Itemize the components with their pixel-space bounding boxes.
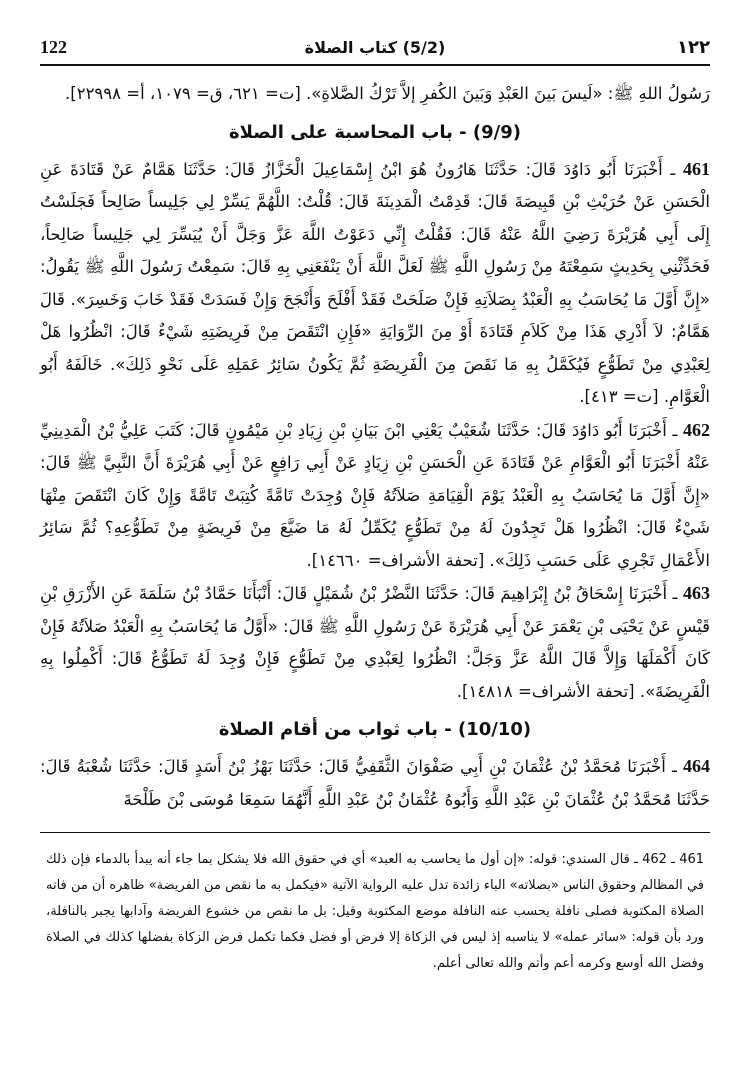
hadith-number: 463 <box>683 583 710 603</box>
hadith-number: 462 <box>683 419 710 440</box>
hadith-text: ـ أَخْبَرَنَا أَبُو دَاوُدَ قَالَ: حَدَّثَنَا شُعَيْبٌ يَعْنِي ابْنَ بَيَانِ بْنِ زِيَادِ بْنِ مَيْمُونٍ قَالَ: كَتَبَ عَلِيُّ بْنُ الْمَدِينِيِّ عَنْهُ أَخْبَرَنَا أَبُو الْعَوَّامِ عَنْ قَتَادَةَ عَنِ الْحَسَنِ بْنِ زِيَادٍ عَنْ أَبِي رَافِعٍ عَنْ أَبِي هُرَيْرَةَ أَنَّ النَّبِيَّ ﷺ قَالَ: «إِنَّ أَوَّلَ مَا يُحَاسَبُ بِهِ الْعَبْدُ يَوْمَ الْقِيَامَةِ صَلاَتُهُ فَإِنْ وُجِدَتْ تَامَّةً كُتِبَتْ تَامَّةً وَإِنْ كَانَ انْتَقَصَ مِنْهَا شَيْءٌ قَالَ: انْظُرُوا هَلْ تَجِدُونَ لَهُ مِنْ تَطَوُّعٍ يُكَمِّلُ لَهُ مَا ضَيَّعَ مِنْ فَرِيضَةٍ مِنْ تَطَوُّعِهِ؟ ثُمَّ سَائِرُ الأَعْمَالِ تَجْرِي عَلَى حَسَبِ ذَلِكَ». [تحفة الأشراف= ١٤٦٦٠]. <box>40 420 710 570</box>
hadith-number: 464 <box>683 756 710 776</box>
page-number-arabic: ١٢٢ <box>677 36 710 58</box>
footnotes <box>40 847 710 977</box>
hadith-paragraph <box>40 750 710 816</box>
main-text <box>40 78 710 816</box>
book-page <box>40 30 710 1050</box>
intro-paragraph: رَسُولُ اللهِ ﷺ: «لَيسَ بَينَ العَبْدِ وَبَينَ الكُفرِ إلاَّ تَرْكُ الصَّلاةِ». [ت= ٦٢١، ق= ١٠٧٩، أ= ٢٢٩٩٨]. <box>65 84 710 103</box>
hadith-text: ـ أَخْبَرَنَا أَبُو دَاوُدَ قَالَ: حَدَّثَنَا هَارُونُ هُوَ ابْنُ إِسْمَاعِيلَ الْخَزَّازُ قَالَ: حَدَّثَنَا هَمَّامٌ عَنْ قَتَادَةَ عَنِ الْحَسَنِ عَنْ حُرَيْثِ بْنِ قَبِيصَةَ قَالَ: قَدِمْتُ الْمَدِينَةَ قَالَ: قُلْتُ: اللَّهُمَّ يَسِّرْ لِي جَلِيساً صَالِحاً فَجَلَسْتُ إِلَى أَبِي هُرَيْرَةَ رَضِيَ اللَّهُ عَنْهُ قَالَ: فَقُلْتُ إِنِّي دَعَوْتُ اللَّهَ عَزَّ وَجَلَّ أَنْ يُيَسِّرَ لِي جَلِيساً صَالِحاً، فَحَدِّثْنِي بِحَدِيثٍ سَمِعْتَهُ مِنْ رَسُولِ اللَّهِ ﷺ لَعَلَّ اللَّهَ أَنْ يَنْفَعَنِي بِهِ قَالَ: سَمِعْتُ رَسُولَ اللَّهِ ﷺ يَقُولُ: «إِنَّ أَوَّلَ مَا يُحَاسَبُ بِهِ الْعَبْدُ بِصَلاَتِهِ فَإِنْ صَلَحَتْ فَقَدْ أَفْلَحَ وَأَنْجَحَ وَإِنْ فَسَدَتْ فَقَدْ خَابَ وَخَسِرَ». قَالَ هَمَّامٌ: لاَ أَدْرِي هَذَا مِنْ كَلاَمِ قَتَادَةَ أَوْ مِنَ الرِّوَايَةِ «فَإِنِ انْتَقَصَ مِنْ فَرِيضَتِهِ شَيْءٌ قَالَ: انْظُرُوا هَلْ لِعَبْدِي مِنْ تَطَوُّعٍ فَيُكَمَّلُ بِهِ مَا نَقَصَ مِنَ الْفَرِيضَةِ ثُمَّ يَكُونُ سَائِرُ عَمَلِهِ عَلَى نَحْوِ ذَلِكَ». خَالَفَهُ أَبُو الْعَوَّامِ. [ت= ٤١٣]. <box>40 159 710 406</box>
footnote-text: 461 ـ 462 ـ قال السندي: قوله: «إن أول ما يحاسب به العبد» أي في حقوق الله فلا يشكل بما جاء أنه يبدأ بالدماء فإن ذلك في المظالم وحقوق الناس «بصلاته» الباء زائدة تدل عليه الرواية الآتية «فيكمل به ما نقص من الفريضة» ظاهره أن من فاته الصلاة المكتوبة فصلى نافلة يحسب عنه النافلة موضع المكتوبة وقيل: بل ما نقص من خشوع الفريضة وآدابها يجبر بالنافلة، ورد بأن قوله: «سائر عمله» لا يناسبه إذ ليس في الزكاة إلا فرض أو فضل فكما تكمل فرض الزكاة بفضلها كذلك في الصلاة وفضل الله أوسع وكرمه أعم وأتم والله تعالى أعلم. <box>46 852 705 971</box>
chapter-title: (9/9) - باب المحاسبة على الصلاة <box>229 121 521 143</box>
running-title: (5/2) كتاب الصلاة <box>304 37 446 57</box>
hadith-text: ـ أَخْبَرَنَا إِسْحَاقُ بْنُ إِبْرَاهِيمَ قَالَ: حَدَّثَنَا النَّضْرُ بْنُ شُمَيْلٍ قَالَ: أَنْبَأَنَا حَمَّادُ بْنُ سَلَمَةَ عَنِ الأَزْرَقِ بْنِ قَيْسٍ عَنْ يَحْيَى بْنِ يَعْمَرَ عَنْ أَبِي هُرَيْرَةَ عَنْ رَسُولِ اللَّهِ ﷺ قَالَ: «أَوَّلُ مَا يُحَاسَبُ بِهِ الْعَبْدُ صَلاَتُهُ فَإِنْ كَانَ أَكْمَلَهَا وَإِلاَّ قَالَ اللَّهُ عَزَّ وَجَلَّ: انْظُرُوا لِعَبْدِي مِنْ تَطَوُّعٍ فَإِنْ وُجِدَ لَهُ تَطَوُّعٌ قَالَ: أَكْمِلُوا بِهِ الْفَرِيضَةَ». [تحفة الأشراف= ١٤٨١٨]. <box>40 584 710 701</box>
hadith-paragraph <box>40 414 710 578</box>
hadith-paragraph <box>40 153 710 414</box>
page-header <box>40 30 710 66</box>
hadith-number: 461 <box>683 158 710 179</box>
page-number-latin: 122 <box>40 36 67 57</box>
footnote-divider <box>40 832 710 833</box>
chapter-title: (10/10) - باب ثواب من أقام الصلاة <box>218 719 532 740</box>
hadith-paragraph <box>40 577 710 708</box>
hadith-text: ـ أَخْبَرَنَا مُحَمَّدُ بْنُ عُثْمَانَ بْنِ أَبِي صَفْوَانَ الثَّقَفِيُّ قَالَ: حَدَّثَنَا بَهْزُ بْنُ أَسَدٍ قَالَ: حَدَّثَنَا شُعْبَةُ قَالَ: حَدَّثَنَا مُحَمَّدُ بْنُ عُثْمَانَ بْنِ عَبْدِ اللَّهِ وَأَبُوهُ عُثْمَانُ بْنُ عَبْدِ اللَّهِ أَنَّهُمَا سَمِعَا مُوسَى بْنَ طَلْحَةَ <box>40 757 710 809</box>
